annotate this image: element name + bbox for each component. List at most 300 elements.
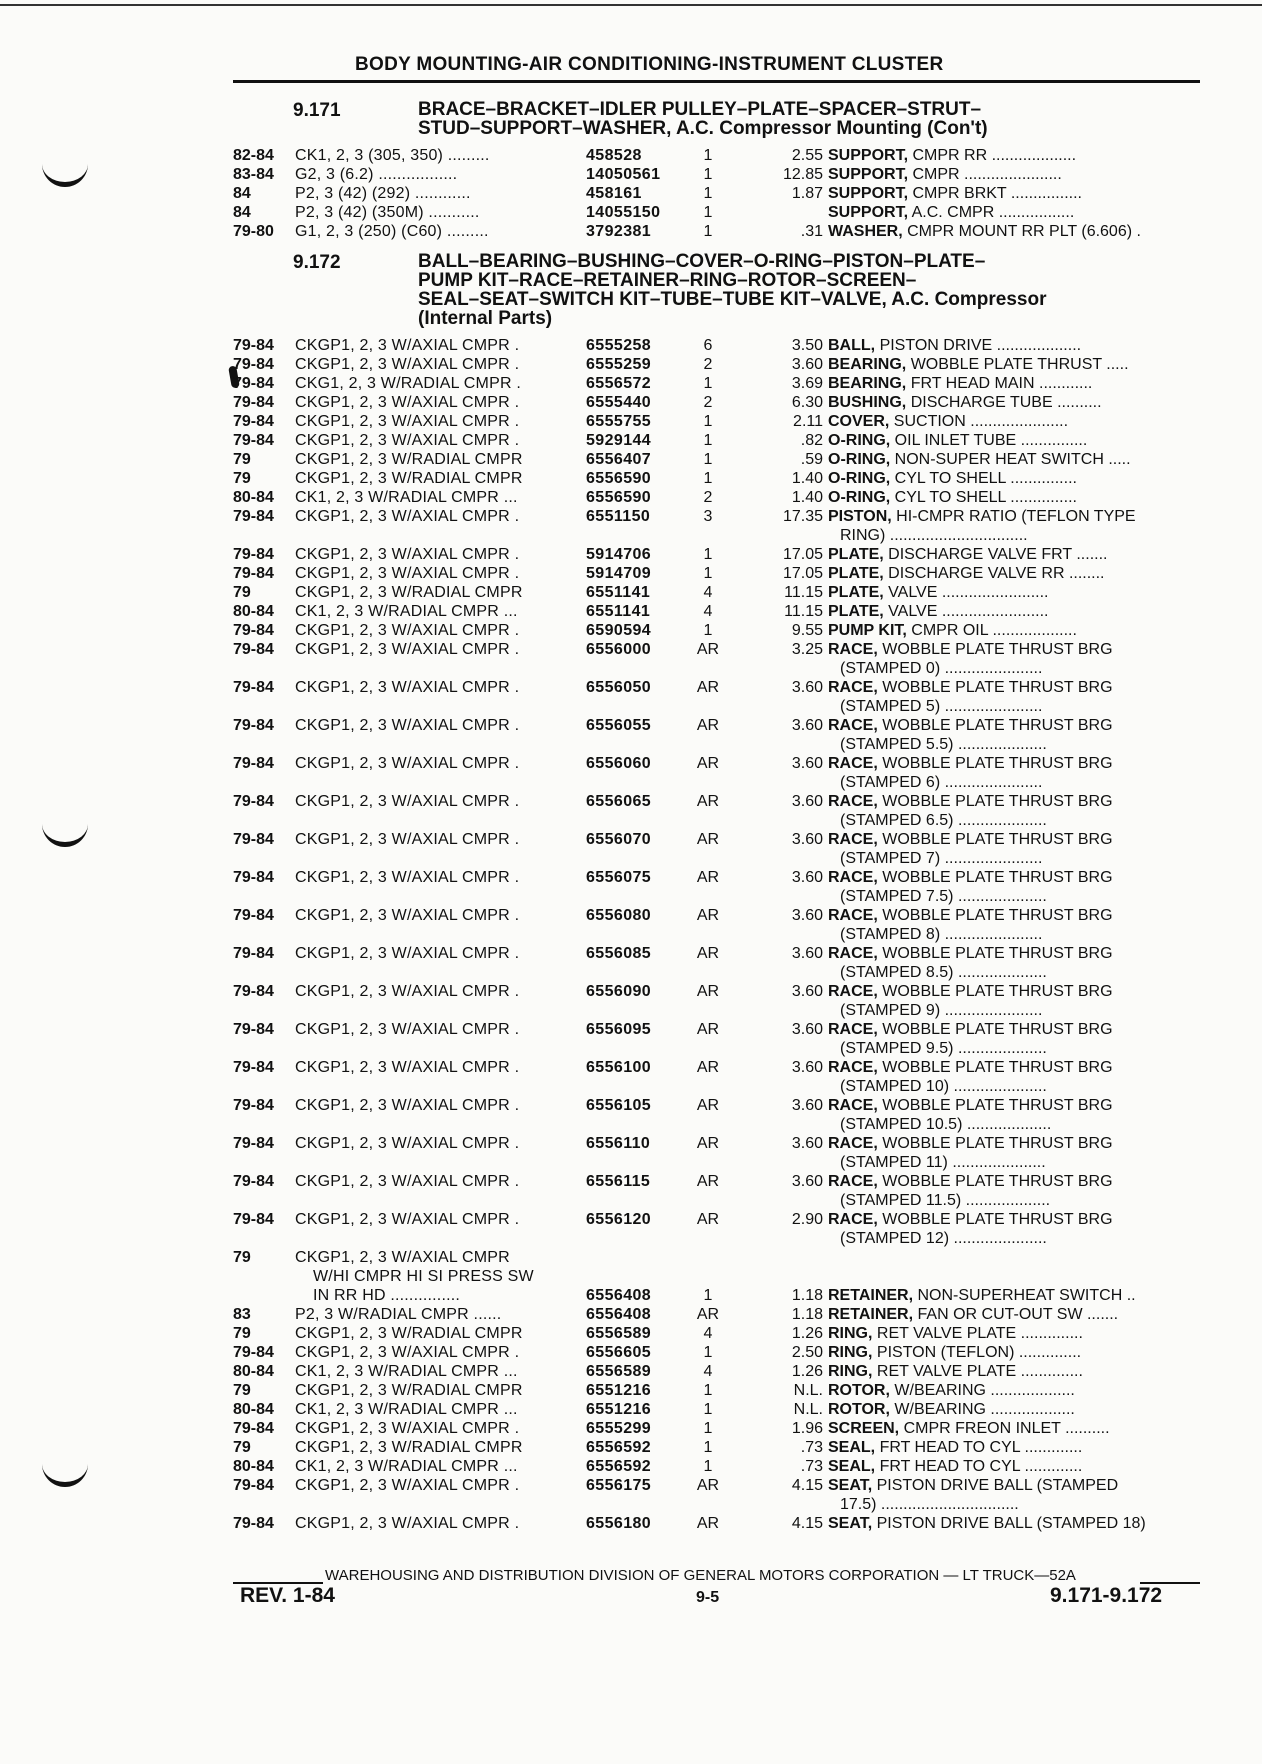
part-detail: WOBBLE PLATE THRUST BRG xyxy=(882,907,1113,924)
part-description xyxy=(828,830,1198,868)
part-description xyxy=(828,431,1198,450)
model-application: CKGP1, 2, 3 W/AXIAL CMPR . xyxy=(295,983,520,1000)
model-application: CKGP1, 2, 3 W/AXIAL CMPR . xyxy=(295,546,520,563)
part-number: 6556085 xyxy=(586,945,652,962)
quantity: 4 xyxy=(703,1363,713,1380)
part-description xyxy=(828,640,1198,678)
part-name: PLATE, xyxy=(828,546,884,563)
part-description-line xyxy=(828,1343,1198,1362)
part-number: 6556080 xyxy=(586,907,652,924)
part-description-line xyxy=(828,1476,1198,1495)
section-title-line: (Internal Parts) xyxy=(418,308,553,329)
part-description-line xyxy=(828,640,1198,659)
model-year: 79 xyxy=(233,470,251,487)
part-description xyxy=(828,1058,1198,1096)
part-name: O-RING, xyxy=(828,451,891,468)
page-number: 9-5 xyxy=(696,1589,720,1606)
model-year: 79-84 xyxy=(233,1097,274,1114)
model-application-line: CKGP1, 2, 3 W/AXIAL CMPR xyxy=(295,1249,510,1266)
part-description-line xyxy=(828,469,1198,488)
part-detail: CMPR RR ................... xyxy=(912,147,1077,164)
table-row xyxy=(233,1381,1200,1400)
part-detail: WOBBLE PLATE THRUST BRG xyxy=(882,1211,1113,1228)
quantity: 1 xyxy=(703,1287,713,1304)
list-price: 3.60 xyxy=(791,717,823,734)
part-number: 5914709 xyxy=(586,565,652,582)
model-year: 79-84 xyxy=(233,546,274,563)
list-price: 3.50 xyxy=(791,337,823,354)
model-application: CKGP1, 2, 3 W/AXIAL CMPR . xyxy=(295,1420,520,1437)
model-application-line: IN RR HD ............... xyxy=(313,1287,461,1304)
list-price: 3.60 xyxy=(791,983,823,1000)
model-year: 79 xyxy=(233,1439,251,1456)
part-number: 14050561 xyxy=(586,166,661,183)
part-description-continued: (STAMPED 11.5) ................... xyxy=(840,1192,1051,1209)
list-price: 2.50 xyxy=(791,1344,823,1361)
part-number: 6556592 xyxy=(586,1439,652,1456)
table-row xyxy=(233,431,1200,450)
model-application: CKGP1, 2, 3 W/RADIAL CMPR xyxy=(295,1439,523,1456)
list-price: 3.60 xyxy=(791,869,823,886)
part-description-line xyxy=(828,678,1198,697)
model-application: CKGP1, 2, 3 W/AXIAL CMPR . xyxy=(295,869,520,886)
part-description-continued: (STAMPED 8.5) .................... xyxy=(840,964,1047,981)
section-title-line: PUMP KIT–RACE–RETAINER–RING–ROTOR–SCREEN– xyxy=(418,270,917,291)
part-name: BUSHING, xyxy=(828,394,907,411)
table-row xyxy=(233,469,1200,488)
part-number: 6551216 xyxy=(586,1401,652,1418)
model-year: 79-84 xyxy=(233,394,274,411)
part-description xyxy=(828,1172,1198,1210)
part-name: BALL, xyxy=(828,337,876,354)
part-description-continued: (STAMPED 9) ...................... xyxy=(840,1002,1043,1019)
part-detail: W/BEARING ................... xyxy=(894,1401,1075,1418)
part-detail: WOBBLE PLATE THRUST BRG xyxy=(882,1135,1113,1152)
model-application: CKGP1, 2, 3 W/AXIAL CMPR . xyxy=(295,1477,520,1494)
table-row xyxy=(233,602,1200,621)
table-row xyxy=(233,1096,1200,1134)
part-description-line xyxy=(828,1381,1198,1400)
part-description-line xyxy=(828,1172,1198,1191)
part-description xyxy=(828,944,1198,982)
model-application: CKGP1, 2, 3 W/RADIAL CMPR xyxy=(295,1382,523,1399)
part-description xyxy=(828,222,1198,241)
section-number: 9.171 xyxy=(293,100,341,121)
model-year: 79-84 xyxy=(233,622,274,639)
list-price: 1.40 xyxy=(791,470,823,487)
model-application: CKGP1, 2, 3 W/AXIAL CMPR . xyxy=(295,1344,520,1361)
quantity: 1 xyxy=(703,1420,713,1437)
part-description-line xyxy=(828,222,1198,241)
table-row xyxy=(233,146,1200,165)
quantity: AR xyxy=(696,1477,720,1494)
quantity: 1 xyxy=(703,413,713,430)
model-application: CKGP1, 2, 3 W/AXIAL CMPR . xyxy=(295,1097,520,1114)
quantity: 1 xyxy=(703,1439,713,1456)
part-description-line xyxy=(828,583,1198,602)
model-year: 80-84 xyxy=(233,1458,274,1475)
model-application: CKGP1, 2, 3 W/AXIAL CMPR . xyxy=(295,622,520,639)
table-row xyxy=(233,621,1200,640)
list-price: 3.25 xyxy=(791,641,823,658)
part-description-line xyxy=(828,1400,1198,1419)
list-price: 3.60 xyxy=(791,679,823,696)
list-price: 3.69 xyxy=(791,375,823,392)
section-title-line: SEAL–SEAT–SWITCH KIT–TUBE–TUBE KIT–VALVE, A.C. Compressor xyxy=(418,289,1047,310)
list-price: 2.11 xyxy=(793,413,823,430)
part-number: 6555755 xyxy=(586,413,652,430)
model-application: CKGP1, 2, 3 W/AXIAL CMPR . xyxy=(295,907,520,924)
table-row xyxy=(233,412,1200,431)
part-name: RACE, xyxy=(828,1097,878,1114)
part-name: RACE, xyxy=(828,641,878,658)
part-description xyxy=(828,602,1198,621)
part-number: 6556572 xyxy=(586,375,652,392)
list-price: 1.26 xyxy=(791,1363,823,1380)
table-row xyxy=(233,716,1200,754)
part-number: 6556408 xyxy=(586,1287,652,1304)
model-year: 79-84 xyxy=(233,413,274,430)
part-name: RACE, xyxy=(828,1021,878,1038)
part-description-continued: (STAMPED 7.5) .................... xyxy=(840,888,1047,905)
section-title xyxy=(418,252,1178,328)
model-application: CK1, 2, 3 W/RADIAL CMPR ... xyxy=(295,603,518,620)
part-detail: WOBBLE PLATE THRUST BRG xyxy=(882,641,1113,658)
list-price: .82 xyxy=(800,432,823,449)
quantity: 1 xyxy=(703,1382,713,1399)
table-row xyxy=(233,1058,1200,1096)
part-name: RACE, xyxy=(828,907,878,924)
quantity: AR xyxy=(696,983,720,1000)
quantity: 1 xyxy=(703,166,713,183)
quantity: 1 xyxy=(703,1344,713,1361)
section-title-line: STUD–SUPPORT–WASHER, A.C. Compressor Mounting (Con't) xyxy=(418,118,988,139)
part-description-line xyxy=(828,754,1198,773)
model-year: 79-84 xyxy=(233,1477,274,1494)
table-row xyxy=(233,222,1200,241)
part-description xyxy=(828,488,1198,507)
part-description-line xyxy=(828,1514,1198,1533)
part-name: WASHER, xyxy=(828,223,903,240)
part-number: 6556120 xyxy=(586,1211,652,1228)
part-description-continued: (STAMPED 9.5) .................... xyxy=(840,1040,1047,1057)
part-number: 6556590 xyxy=(586,470,652,487)
part-detail: CMPR FREON INLET .......... xyxy=(903,1420,1110,1437)
table-row xyxy=(233,355,1200,374)
part-detail: WOBBLE PLATE THRUST BRG xyxy=(882,831,1113,848)
model-year: 80-84 xyxy=(233,489,274,506)
model-year: 79-84 xyxy=(233,869,274,886)
model-application: CKGP1, 2, 3 W/AXIAL CMPR . xyxy=(295,1211,520,1228)
model-year: 79-84 xyxy=(233,1021,274,1038)
section-range: 9.171-9.172 xyxy=(1050,1584,1163,1607)
part-detail: WOBBLE PLATE THRUST BRG xyxy=(882,1097,1113,1114)
list-price: 3.60 xyxy=(791,831,823,848)
model-year: 79-84 xyxy=(233,717,274,734)
part-description xyxy=(828,583,1198,602)
part-description-line xyxy=(828,488,1198,507)
parts-table-9171 xyxy=(233,146,1200,241)
model-application: CKGP1, 2, 3 W/AXIAL CMPR . xyxy=(295,565,520,582)
part-detail: FAN OR CUT-OUT SW ....... xyxy=(917,1306,1119,1323)
part-description xyxy=(828,1476,1198,1514)
part-description-line xyxy=(828,944,1198,963)
table-row xyxy=(233,203,1200,222)
part-description xyxy=(828,1381,1198,1400)
part-number: 6556180 xyxy=(586,1515,652,1532)
part-description-line xyxy=(828,1096,1198,1115)
list-price: 9.55 xyxy=(791,622,823,639)
part-number: 6556070 xyxy=(586,831,652,848)
table-row xyxy=(233,792,1200,830)
part-description xyxy=(828,1362,1198,1381)
part-description-line xyxy=(828,450,1198,469)
part-description xyxy=(828,906,1198,944)
list-price: 2.90 xyxy=(791,1211,823,1228)
part-number: 6555440 xyxy=(586,394,652,411)
list-price: 17.35 xyxy=(782,508,823,525)
part-description-line xyxy=(828,393,1198,412)
table-row xyxy=(233,1476,1200,1514)
quantity: 1 xyxy=(703,451,713,468)
part-detail: VALVE ........................ xyxy=(888,603,1049,620)
part-description xyxy=(828,507,1198,545)
part-description xyxy=(828,1400,1198,1419)
part-name: O-RING, xyxy=(828,489,891,506)
model-application: CKG1, 2, 3 W/RADIAL CMPR . xyxy=(295,375,521,392)
model-year: 79-84 xyxy=(233,1135,274,1152)
list-price: .73 xyxy=(800,1439,823,1456)
list-price: N.L. xyxy=(793,1382,823,1399)
part-name: RACE, xyxy=(828,945,878,962)
table-row xyxy=(233,450,1200,469)
list-price: 3.60 xyxy=(791,356,823,373)
part-description-line xyxy=(828,165,1198,184)
part-number: 6556110 xyxy=(586,1135,651,1152)
part-description-line xyxy=(828,1305,1198,1324)
quantity: AR xyxy=(696,717,720,734)
binder-hole-top xyxy=(42,160,88,187)
quantity: 2 xyxy=(703,489,713,506)
part-name: RACE, xyxy=(828,831,878,848)
part-name: SEAT, xyxy=(828,1515,873,1532)
quantity: AR xyxy=(696,1515,720,1532)
part-detail: WOBBLE PLATE THRUST BRG xyxy=(882,983,1113,1000)
part-detail: DISCHARGE VALVE FRT ....... xyxy=(888,546,1108,563)
quantity: 4 xyxy=(703,603,713,620)
part-description-line xyxy=(828,431,1198,450)
model-application: CKGP1, 2, 3 W/RADIAL CMPR xyxy=(295,1325,523,1342)
part-number: 6556065 xyxy=(586,793,652,810)
part-description-continued: (STAMPED 0) ...................... xyxy=(840,660,1043,677)
model-application: CKGP1, 2, 3 W/AXIAL CMPR . xyxy=(295,1135,520,1152)
section-title xyxy=(418,100,1178,138)
model-year: 79 xyxy=(233,1325,251,1342)
part-detail: WOBBLE PLATE THRUST ..... xyxy=(910,356,1129,373)
part-description-continued: (STAMPED 10.5) ................... xyxy=(840,1116,1052,1133)
part-description-line xyxy=(828,412,1198,431)
quantity: 1 xyxy=(703,432,713,449)
part-name: SCREEN, xyxy=(828,1420,900,1437)
table-row xyxy=(233,1134,1200,1172)
part-number: 6556115 xyxy=(586,1173,651,1190)
quantity: 1 xyxy=(703,470,713,487)
list-price: 1.26 xyxy=(791,1325,823,1342)
list-price: 4.15 xyxy=(791,1515,823,1532)
list-price: 17.05 xyxy=(782,546,823,563)
quantity: 1 xyxy=(703,565,713,582)
part-detail: WOBBLE PLATE THRUST BRG xyxy=(882,945,1113,962)
model-year: 79-84 xyxy=(233,641,274,658)
table-row xyxy=(233,754,1200,792)
part-description xyxy=(828,1514,1198,1533)
table-row xyxy=(233,640,1200,678)
part-name: PISTON, xyxy=(828,508,892,525)
part-description-line xyxy=(828,602,1198,621)
quantity: 1 xyxy=(703,147,713,164)
part-detail: DISCHARGE VALVE RR ........ xyxy=(888,565,1105,582)
model-application: CK1, 2, 3 W/RADIAL CMPR ... xyxy=(295,489,518,506)
model-year: 80-84 xyxy=(233,1363,274,1380)
part-name: RETAINER, xyxy=(828,1306,914,1323)
quantity: AR xyxy=(696,907,720,924)
part-detail: OIL INLET TUBE ............... xyxy=(894,432,1088,449)
table-row xyxy=(233,678,1200,716)
quantity: AR xyxy=(696,641,720,658)
model-year: 79-84 xyxy=(233,1515,274,1532)
part-description xyxy=(828,754,1198,792)
part-detail: WOBBLE PLATE THRUST BRG xyxy=(882,1173,1113,1190)
part-number: 5914706 xyxy=(586,546,652,563)
list-price: 3.60 xyxy=(791,1059,823,1076)
part-description-line xyxy=(828,1134,1198,1153)
table-row xyxy=(233,507,1200,545)
model-year: 79-84 xyxy=(233,375,274,392)
quantity: AR xyxy=(696,1097,720,1114)
section-number: 9.172 xyxy=(293,252,341,273)
part-number: 6556100 xyxy=(586,1059,652,1076)
part-description-line xyxy=(828,621,1198,640)
part-detail: WOBBLE PLATE THRUST BRG xyxy=(882,1021,1113,1038)
table-row xyxy=(233,868,1200,906)
model-application: CKGP1, 2, 3 W/AXIAL CMPR . xyxy=(295,945,520,962)
part-description-line xyxy=(828,982,1198,1001)
part-description-line xyxy=(828,716,1198,735)
part-number: 6551141 xyxy=(586,603,651,620)
part-name: PLATE, xyxy=(828,584,884,601)
table-row xyxy=(233,944,1200,982)
part-description xyxy=(828,716,1198,754)
table-row xyxy=(233,1172,1200,1210)
table-row xyxy=(233,1419,1200,1438)
quantity: 1 xyxy=(703,546,713,563)
part-description-line xyxy=(828,336,1198,355)
table-row xyxy=(233,1514,1200,1533)
running-head: BODY MOUNTING-AIR CONDITIONING-INSTRUMENT CLUSTER xyxy=(355,54,944,75)
part-description-continued: 17.5) ............................... xyxy=(840,1496,1019,1513)
part-description xyxy=(828,982,1198,1020)
model-year: 83-84 xyxy=(233,166,274,183)
part-detail: RET VALVE PLATE .............. xyxy=(876,1325,1083,1342)
list-price: 3.60 xyxy=(791,907,823,924)
table-row xyxy=(233,982,1200,1020)
model-year: 79 xyxy=(233,451,251,468)
quantity: AR xyxy=(696,1306,720,1323)
quantity: AR xyxy=(696,793,720,810)
part-description-line xyxy=(828,906,1198,925)
model-year: 79-84 xyxy=(233,1344,274,1361)
quantity: AR xyxy=(696,1173,720,1190)
part-description xyxy=(828,1343,1198,1362)
model-year: 84 xyxy=(233,204,251,221)
model-application: P2, 3 (42) (292) ............ xyxy=(295,185,471,202)
part-number: 6555299 xyxy=(586,1420,652,1437)
part-number: 6556055 xyxy=(586,717,652,734)
model-application: CKGP1, 2, 3 W/AXIAL CMPR . xyxy=(295,717,520,734)
part-name: O-RING, xyxy=(828,470,891,487)
part-description xyxy=(828,146,1198,165)
part-number: 6556589 xyxy=(586,1363,652,1380)
part-description-line xyxy=(828,564,1198,583)
part-number: 6556090 xyxy=(586,983,652,1000)
part-number: 6556075 xyxy=(586,869,652,886)
model-year: 79-84 xyxy=(233,1059,274,1076)
parts-table-9172 xyxy=(233,336,1200,1533)
part-number: 458161 xyxy=(586,185,642,202)
part-name: O-RING, xyxy=(828,432,891,449)
list-price: 11.15 xyxy=(784,603,823,620)
list-price: 17.05 xyxy=(782,565,823,582)
model-year: 79-84 xyxy=(233,337,274,354)
model-application: CKGP1, 2, 3 W/AXIAL CMPR . xyxy=(295,1173,520,1190)
quantity: 1 xyxy=(703,375,713,392)
part-number: 6556060 xyxy=(586,755,652,772)
quantity: 6 xyxy=(703,337,713,354)
part-name: RACE, xyxy=(828,869,878,886)
model-year: 79 xyxy=(233,1382,251,1399)
model-application: CK1, 2, 3 W/RADIAL CMPR ... xyxy=(295,1401,518,1418)
part-name: RING, xyxy=(828,1344,873,1361)
quantity: 2 xyxy=(703,356,713,373)
model-year: 84 xyxy=(233,185,251,202)
part-name: PLATE, xyxy=(828,565,884,582)
part-detail: PISTON (TEFLON) .............. xyxy=(876,1344,1082,1361)
part-name: PUMP KIT, xyxy=(828,622,907,639)
part-description xyxy=(828,868,1198,906)
model-application: CKGP1, 2, 3 W/AXIAL CMPR . xyxy=(295,356,520,373)
model-application: CKGP1, 2, 3 W/AXIAL CMPR . xyxy=(295,432,520,449)
model-application: CKGP1, 2, 3 W/AXIAL CMPR . xyxy=(295,679,520,696)
part-description xyxy=(828,165,1198,184)
part-number: 6556605 xyxy=(586,1344,652,1361)
list-price: 3.60 xyxy=(791,1021,823,1038)
part-description xyxy=(828,355,1198,374)
model-year: 79-84 xyxy=(233,565,274,582)
quantity: 1 xyxy=(703,1401,713,1418)
quantity: 1 xyxy=(703,622,713,639)
part-description xyxy=(828,1134,1198,1172)
model-year: 79-84 xyxy=(233,356,274,373)
part-name: RACE, xyxy=(828,755,878,772)
model-year: 79-84 xyxy=(233,755,274,772)
part-name: SUPPORT, xyxy=(828,147,909,164)
part-detail: PISTON DRIVE BALL (STAMPED xyxy=(876,1477,1119,1494)
model-year: 79-84 xyxy=(233,1173,274,1190)
table-row xyxy=(233,830,1200,868)
part-description-line xyxy=(828,1438,1198,1457)
part-detail: NON-SUPER HEAT SWITCH ..... xyxy=(894,451,1131,468)
model-year: 80-84 xyxy=(233,1401,274,1418)
